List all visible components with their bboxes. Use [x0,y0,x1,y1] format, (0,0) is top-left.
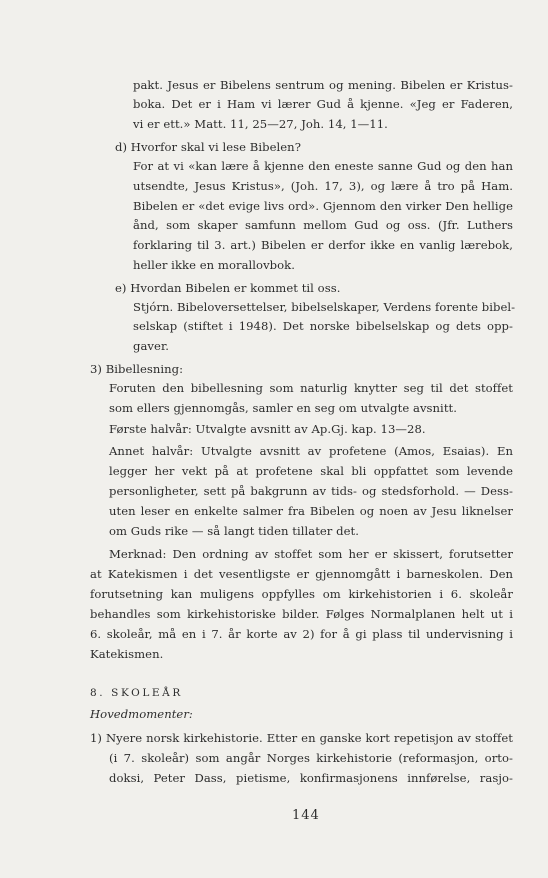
text-line: pakt. Jesus er Bibelens sentrum og mening. Bibelen er Kristus- [133,78,513,92]
text-line: Merknad: Den ordning av stoffet som her er skissert, forutsetter [109,547,513,561]
text-line: heller ikke en morallovbok. [133,258,295,272]
chapter-heading: 8. SKOLEÅR [90,687,183,699]
text-line: 6. skoleår, må en i 7. år korte av 2) for å gi plass til undervisning i [90,627,513,641]
text-line: selskap (stiftet i 1948). Det norske bibelselskap og dets opp- [133,319,513,333]
text-line: vi er ett.» Matt. 11, 25—27, Joh. 14, 1—11. [133,117,388,131]
subsection-heading: e) Hvordan Bibelen er kommet til oss. [115,281,341,295]
text-line: at Katekismen i det vesentligste er gjennomgått i barneskolen. Den [90,567,513,581]
text-line: Foruten den bibellesning som naturlig knytter seg til det stoffet [109,381,513,395]
text-line: ånd, som skaper samfunn mellom Gud og oss. (Jfr. Luthers [133,218,513,232]
text-line: For at vi «kan lære å kjenne den eneste sanne Gud og den han [133,159,513,173]
text-line: om Guds rike — så langt tiden tillater det. [109,524,359,538]
text-line: gaver. [133,339,169,353]
text-line: Stjórn. Bibeloversettelser, bibelselskaper, Verdens forente bibel- [133,300,516,314]
text-line: som ellers gjennomgås, samler en seg om utvalgte avsnitt. [109,401,457,415]
text-line: Første halvår: Utvalgte avsnitt av Ap.Gj. kap. 13—28. [109,422,426,436]
text-line: boka. Det er i Ham vi lærer Gud å kjenne. «Jeg er Faderen, [133,97,513,111]
text-line: forutsetning kan muligens oppfylles om kirkehistorien i 6. skoleår [90,587,513,601]
text-line: (i 7. skoleår) som angår Norges kirkehistorie (reformasjon, orto- [109,751,513,765]
text-line: Katekismen. [90,647,164,661]
text-line: uten leser en enkelte salmer fra Bibelen og noen av Jesu liknelser [109,504,513,518]
text-line: Bibelen er «det evige livs ord». Gjennom den virker Den hellige [133,199,513,213]
text-line: doksi, Peter Dass, pietisme, konfirmasjonens innførelse, rasjo- [109,771,513,785]
text-line: legger her vekt på at profetene skal bli oppfattet som levende [109,464,513,478]
text-line: behandles som kirkehistoriske bilder. Følges Normalplanen helt ut i [90,607,513,621]
text-line: utsendte, Jesus Kristus», (Joh. 17, 3), og lære å tro på Ham. [133,179,513,193]
text-line: 1) Nyere norsk kirkehistorie. Etter en ganske kort repetisjon av stoffet [90,731,513,745]
text-line: personligheter, sett på bakgrunn av tids- og stedsforhold. — Dess- [109,484,513,498]
page-number: 144 [292,808,320,823]
subsection-heading: d) Hvorfor skal vi lese Bibelen? [115,140,301,154]
text-line: forklaring til 3. art.) Bibelen er derfor ikke en vanlig lærebok, [133,238,513,252]
subheading-italic: Hovedmomenter: [90,707,193,721]
section-heading: 3) Bibellesning: [90,362,184,376]
text-line: Annet halvår: Utvalgte avsnitt av profetene (Amos, Esaias). En [109,444,513,458]
